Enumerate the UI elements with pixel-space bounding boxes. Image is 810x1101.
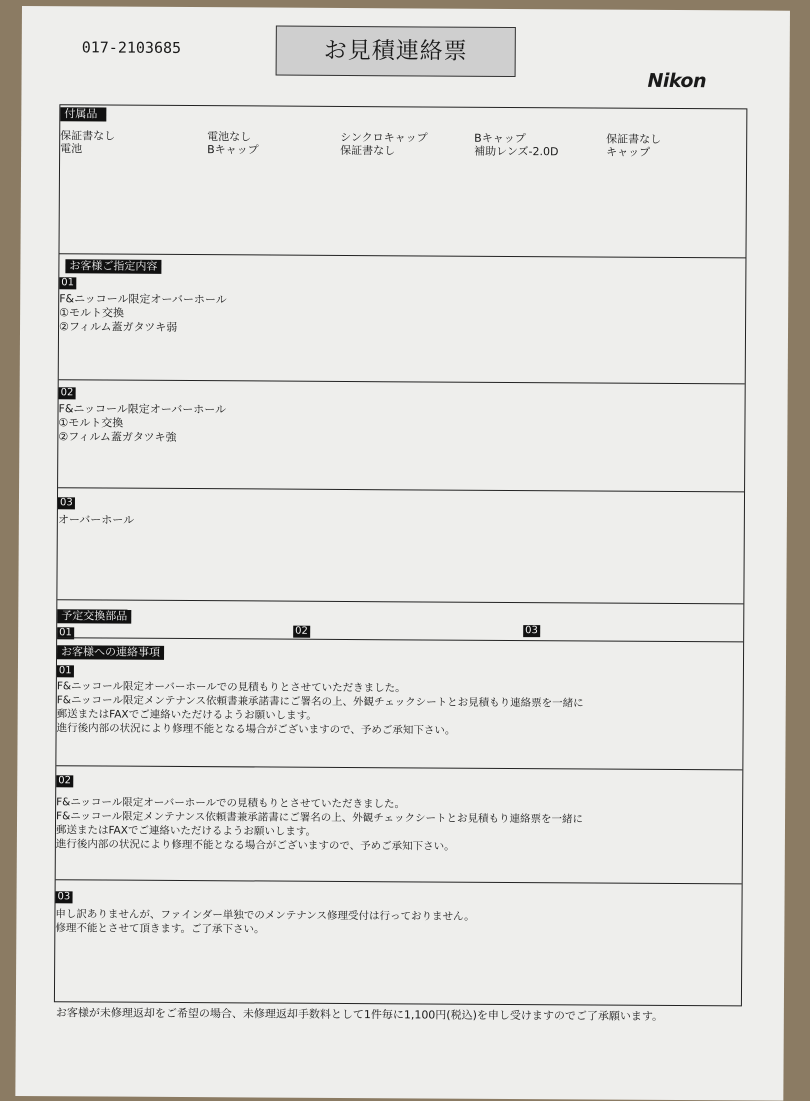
accessory-item: シンクロキャップ [340, 130, 428, 145]
accessory-item: キャップ [606, 145, 651, 159]
estimate-sheet [15, 6, 790, 1101]
divider [59, 379, 745, 384]
accessory-item: 補助レンズ-2.0D [474, 144, 559, 159]
part-number: 03 [523, 625, 540, 637]
item-number: 02 [59, 387, 76, 399]
divider [57, 599, 743, 604]
accessory-col [207, 130, 259, 156]
parts-label: 予定交換部品 [57, 609, 131, 623]
accessory-item: Bキャップ [207, 143, 259, 157]
accessory-item: Bキャップ [474, 131, 526, 146]
specified-label: お客様ご指定内容 [65, 259, 161, 274]
item-number: 01 [59, 277, 76, 289]
accessories-label: 付属品 [60, 107, 106, 121]
accessory-item: 保証書なし [340, 143, 396, 158]
divider [56, 879, 742, 884]
notice-text: 申し訳ありませんが、ファインダー単独でのメンテナンス修理受付は行っておりません。 修理不能とさせて頂きます。ご了承下さい。 [55, 908, 475, 936]
divider [59, 253, 745, 258]
accessory-item: 電池 [60, 142, 83, 156]
accessory-col [340, 131, 428, 158]
accessory-col [60, 129, 115, 155]
part-number: 01 [57, 627, 74, 639]
specified-item-text: オーバーホール [57, 513, 135, 527]
accessory-col [606, 133, 661, 159]
divider [58, 487, 744, 492]
divider [57, 637, 743, 642]
notices-label: お客様への連絡事項 [57, 645, 164, 660]
document-number: 017-2103685 [81, 38, 182, 57]
specified-item-text: F&ニッコール限定オーバーホール ①モルト交換 ②フィルム蓋ガタツキ弱 [59, 292, 227, 334]
page-title: お見積連絡票 [276, 26, 516, 77]
item-number: 01 [57, 665, 74, 677]
item-number: 02 [56, 775, 73, 787]
accessory-col [474, 132, 558, 159]
form-frame [54, 104, 747, 1006]
footer-note: お客様が未修理返却をご希望の場合、未修理返却手数料として1件毎に1,100円(税込)を申し受けますのでご了承願います。 [55, 1006, 664, 1023]
nikon-logo: Nikon [647, 69, 707, 93]
item-number: 03 [56, 891, 73, 903]
accessory-item: 電池なし [207, 130, 252, 144]
accessory-item: 保証書なし [60, 129, 116, 143]
notice-text: F&ニッコール限定オーバーホールでの見積もりとさせていただきました。 F&ニッコール限定メンテナンス依頼書兼承諾書にご署名の上、外観チェックシートとお見積もり連絡票を一緒に 郵送またはFAXでご連絡いただけるようお願いします。 進行後内部の状況により修理不能となる場合がございますので、予めご承知下さい。 [56, 680, 584, 737]
specified-item-text: F&ニッコール限定オーバーホール ①モルト交換 ②フィルム蓋ガタツキ強 [58, 402, 227, 444]
notice-text: F&ニッコール限定オーバーホールでの見積もりとさせていただきました。 F&ニッコール限定メンテナンス依頼書兼承諾書にご署名の上、外観チェックシートとお見積もり連絡票を一緒に 郵送またはFAXでご連絡いただけるようお願いします。 進行後内部の状況により修理不能となる場合がございますので、予めご承知下さい。 [55, 796, 584, 853]
item-number: 03 [58, 497, 75, 509]
accessory-item: 保証書なし [606, 132, 662, 146]
divider [56, 765, 742, 770]
part-number: 02 [293, 626, 310, 638]
